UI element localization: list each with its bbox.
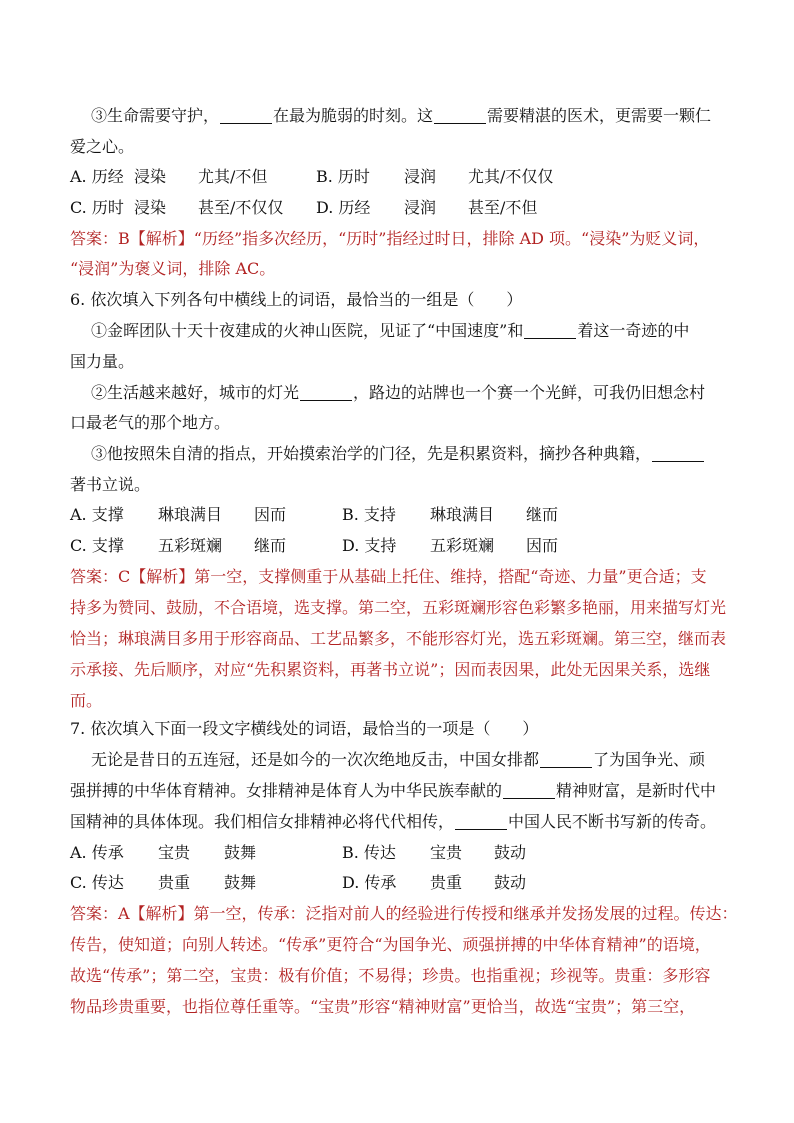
q6-sentence-1: ①金晖团队十天十夜建成的火神山医院，见证了“中国速度”和 着这一奇迹的中 [91, 321, 690, 340]
q6-answer: 答案：C【解析】第一空，支撑侧重于从基础上托住、维持，搭配“奇迹、力量”更合适；支 [70, 567, 707, 586]
option-a-2: 琳琅满目 [158, 505, 223, 524]
q6-answer-cont-2: 恰当；琳琅满目多用于形容商品、工艺品繁多，不能形容灯光，选五彩斑斓。第三空，继而表 [70, 629, 727, 648]
option-d-1: D. 传承 [342, 873, 397, 892]
option-a-3: 鼓舞 [224, 843, 257, 862]
q7-options-cd [70, 868, 526, 898]
option-b-3: 继而 [526, 505, 559, 524]
option-c-1: C. 传达 [70, 873, 124, 892]
q7-answer-cont-2: 故选“传承”；第二空，宝贵：极有价值；不易得；珍贵。也指重视；珍视等。贵重：多形容 [70, 966, 711, 985]
q6-sentence-1-cont: 国力量。 [70, 352, 135, 371]
option-a-3: 因而 [254, 505, 287, 524]
option-a-1: A. 支撑 [70, 505, 124, 524]
option-c-3: 继而 [254, 536, 287, 555]
q7-options-ab [70, 838, 526, 868]
q5-answer-cont: “浸润”为褒义词，排除 AC。 [70, 259, 276, 278]
option-c-2: 浸染 [134, 198, 167, 217]
option-a-1: A. 历经 [70, 167, 124, 186]
q6-options-ab [70, 500, 558, 530]
option-a-2: 浸染 [134, 167, 167, 186]
q5-answer: 答案：B【解析】“历经”指多次经历，“历时”指经过时日，排除 AD 项。“浸染”为贬义词， [70, 229, 710, 248]
option-d-2: 贵重 [430, 873, 463, 892]
option-b-2: 浸润 [404, 167, 437, 186]
q6-answer-cont-3: 示承接、先后顺序，对应“先积累资料，再著书立说”；因而表因果，此处无因果关系，选继 [70, 660, 711, 679]
option-d-3: 甚至/不但 [468, 198, 538, 217]
option-a-3: 尤其/不但 [198, 167, 268, 186]
option-b-1: B. 支持 [342, 505, 396, 524]
option-d-1: D. 历经 [316, 198, 371, 217]
q6-options-cd [70, 531, 558, 561]
blank [503, 780, 555, 799]
q5-sentence-3-cont: 爱之心。 [70, 137, 135, 156]
option-b-1: B. 历时 [316, 167, 370, 186]
q6-sentence-3: ③他按照朱自清的指点，开始摸索治学的门径，先是积累资料，摘抄各种典籍， [91, 439, 705, 469]
option-c-3: 鼓舞 [224, 873, 257, 892]
blank [300, 382, 352, 401]
option-b-2: 琳琅满目 [430, 505, 495, 524]
q7-answer-cont-3: 物品珍贵重要，也指位尊任重等。“宝贵”形容“精神财富”更恰当，故选“宝贵”；第三空， [70, 997, 696, 1016]
q7-stem: 7. 依次填入下面一段文字横线处的词语，最恰当的一项是（ ） [70, 719, 539, 738]
blank [652, 443, 704, 462]
q5-options-cd [70, 193, 537, 223]
blank [220, 105, 272, 124]
option-c-1: C. 历时 [70, 198, 124, 217]
q7-answer-cont-1: 传告，使知道；向别人转述。“传承”更符合“为国争光、顽强拼搏的中华体育精神”的语境， [70, 935, 711, 954]
q7-passage-2: 强拼搏的中华体育精神。女排精神是体育人为中华民族奉献的 精神财富，是新时代中 [70, 781, 717, 800]
q6-sentence-3-cont: 著书立说。 [70, 475, 151, 494]
option-d-1: D. 支持 [342, 536, 397, 555]
option-b-3: 尤其/不仅仅 [468, 167, 554, 186]
q5-options-ab [70, 162, 553, 192]
q6-stem: 6. 依次填入下列各句中横线上的词语，最恰当的一组是（ ） [70, 290, 523, 309]
blank [455, 811, 507, 830]
option-d-3: 因而 [526, 536, 559, 555]
q5-sentence-3: ③生命需要守护， 在最为脆弱的时刻。这 需要精湛的医术，更需要一颗仁 [91, 106, 712, 125]
option-b-2: 宝贵 [430, 843, 463, 862]
q7-passage-1: 无论是昔日的五连冠，还是如今的一次次绝地反击，中国女排都 了为国争光、顽 [91, 750, 706, 769]
option-d-2: 五彩斑斓 [430, 536, 495, 555]
blank [540, 749, 592, 768]
option-a-1: A. 传承 [70, 843, 124, 862]
q7-passage-3: 国精神的具体体现。我们相信女排精神必将代代相传， 中国人民不断书写新的传奇。 [70, 812, 717, 831]
option-c-2: 贵重 [158, 873, 191, 892]
q6-answer-cont-4: 而。 [70, 691, 103, 710]
blank [524, 320, 576, 339]
option-d-3: 鼓动 [494, 873, 527, 892]
option-c-3: 甚至/不仅仅 [198, 198, 284, 217]
q6-sentence-2-cont: 口最老气的那个地方。 [70, 413, 231, 432]
option-d-2: 浸润 [404, 198, 437, 217]
option-c-1: C. 支撑 [70, 536, 124, 555]
q7-answer: 答案：A【解析】第一空，传承：泛指对前人的经验进行传授和继承并发扬发展的过程。传达： [70, 904, 738, 923]
q6-answer-cont-1: 持多为赞同、鼓励，不合语境，选支撑。第二空，五彩斑斓形容色彩繁多艳丽，用来描写灯光 [70, 598, 727, 617]
option-a-2: 宝贵 [158, 843, 191, 862]
option-b-1: B. 传达 [342, 843, 396, 862]
q6-sentence-2: ②生活越来越好，城市的灯光 ，路边的站牌也一个赛一个光鲜，可我仍旧想念村 [91, 383, 706, 402]
blank [434, 105, 486, 124]
option-b-3: 鼓动 [494, 843, 527, 862]
option-c-2: 五彩斑斓 [158, 536, 223, 555]
